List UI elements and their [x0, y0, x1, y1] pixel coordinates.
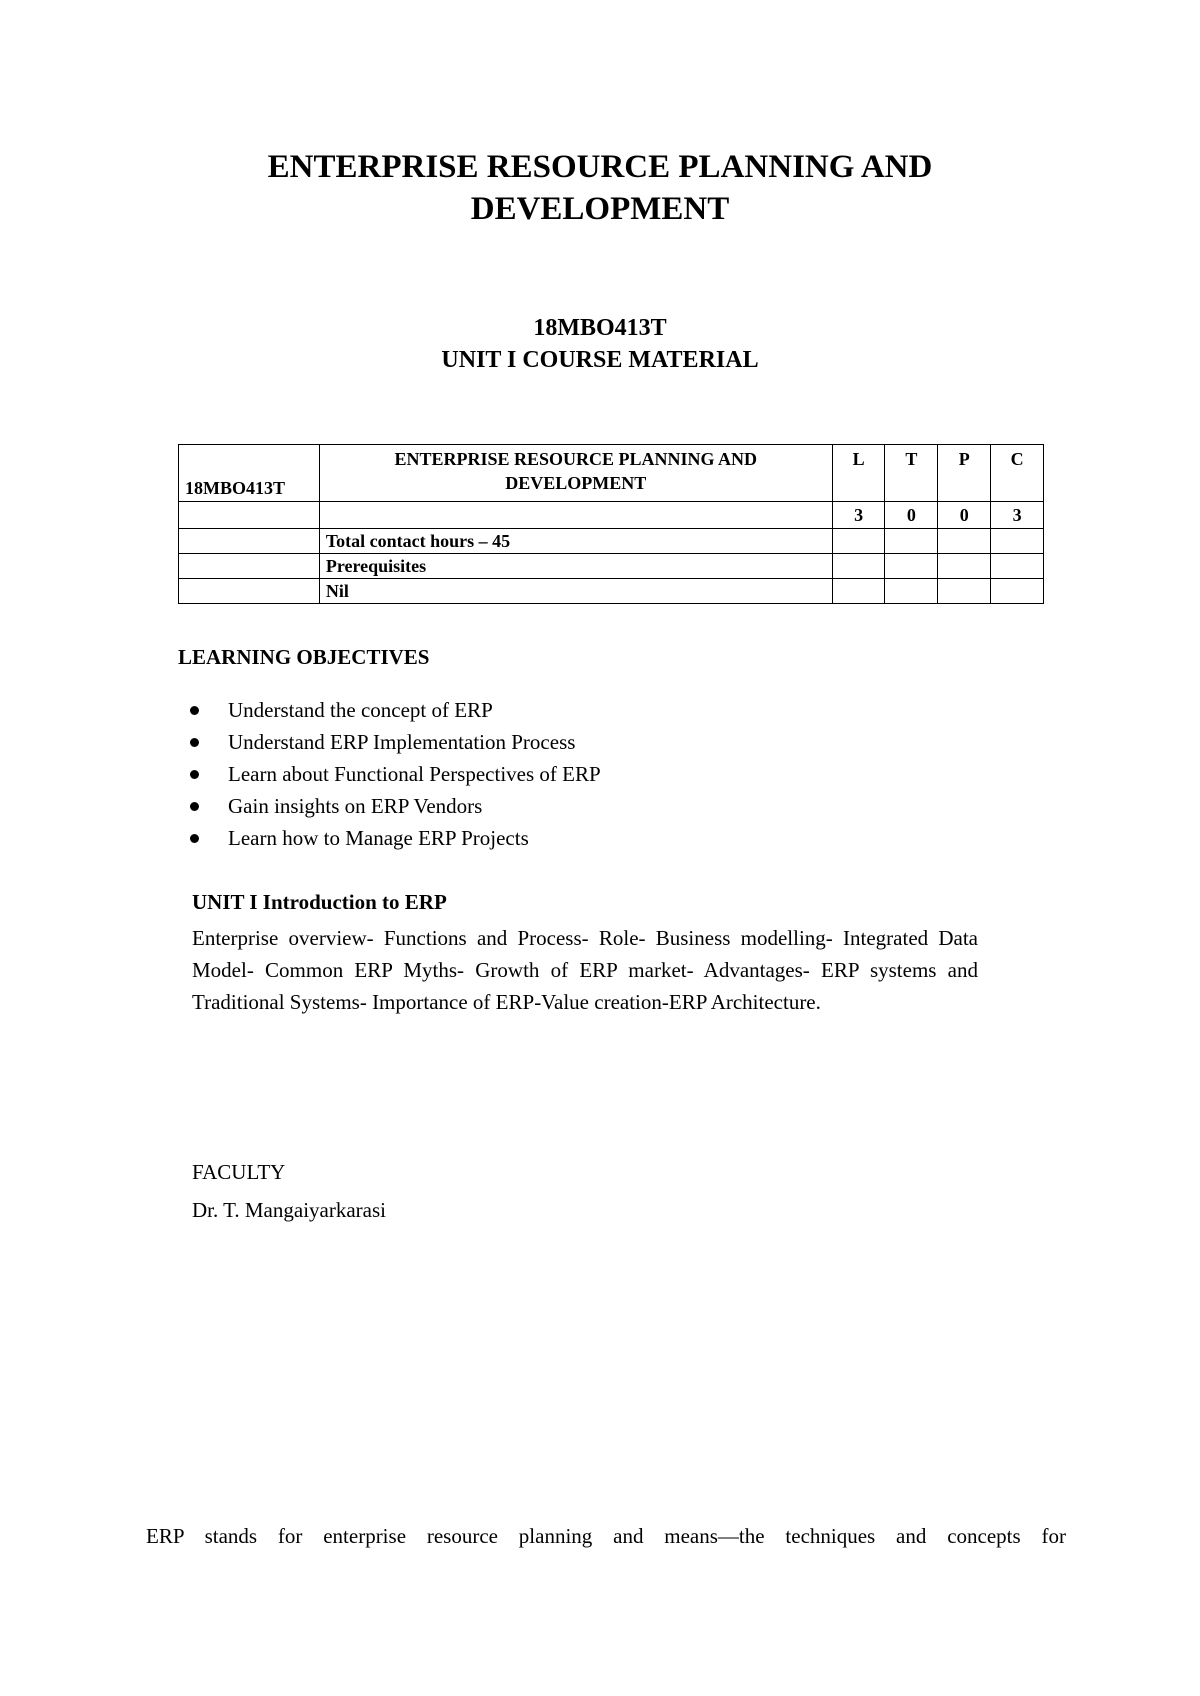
body-paragraph: ERP stands for enterprise resource planning and means—the techniques and concepts for: [146, 1524, 1066, 1548]
empty-cell: [885, 579, 938, 604]
faculty-name: Dr. T. Mangaiyarkarasi: [192, 1198, 386, 1222]
list-item-text: Understand ERP Implementation Process: [228, 730, 576, 754]
list-item-text: Understand the concept of ERP: [228, 698, 493, 722]
empty-cell: [991, 529, 1044, 554]
document-title-line2: DEVELOPMENT: [470, 191, 730, 227]
list-item-text: Gain insights on ERP Vendors: [228, 794, 483, 818]
value-p: 0: [938, 502, 991, 529]
unit-body: Enterprise overview- Functions and Process- Role- Business modelling- Integrated Data Model- Common ERP Myths- Growth of ERP market- Advantages- ERP systems and Traditional Systems- Importance of ERP-Value creation-ERP Architecture.: [192, 926, 978, 1014]
header-p: P: [938, 445, 991, 502]
value-t: 0: [885, 502, 938, 529]
faculty-label: FACULTY: [192, 1160, 286, 1184]
course-code: 18MBO413T: [533, 315, 667, 341]
table-row: [179, 554, 1044, 579]
table-row: [179, 445, 1044, 502]
learning-objectives-heading: LEARNING OBJECTIVES: [178, 645, 430, 669]
bullet-icon: [190, 706, 199, 715]
header-t: T: [885, 445, 938, 502]
course-table-title-line1: ENTERPRISE RESOURCE PLANNING AND: [394, 449, 758, 469]
value-l: 3: [832, 502, 885, 529]
bullet-icon: [190, 834, 199, 843]
empty-cell: [319, 502, 832, 529]
empty-cell: [938, 579, 991, 604]
list-item: [190, 822, 601, 854]
empty-cell: [832, 554, 885, 579]
list-item-text: Learn about Functional Perspectives of ERP: [228, 762, 601, 786]
course-table-code: 18MBO413T: [179, 445, 320, 502]
empty-cell: [832, 579, 885, 604]
course-code-block: [0, 312, 1200, 376]
empty-cell: [938, 554, 991, 579]
empty-cell: [938, 529, 991, 554]
empty-cell: [991, 554, 1044, 579]
list-item: [190, 694, 601, 726]
list-item: [190, 726, 601, 758]
table-row: [179, 529, 1044, 554]
header-c: C: [991, 445, 1044, 502]
document-subtitle: UNIT I COURSE MATERIAL: [441, 347, 759, 373]
bullet-icon: [190, 738, 199, 747]
table-row: [179, 579, 1044, 604]
list-item-text: Learn how to Manage ERP Projects: [228, 826, 529, 850]
contact-hours: Total contact hours – 45: [319, 529, 832, 554]
prerequisites-value: Nil: [319, 579, 832, 604]
table-row: [179, 502, 1044, 529]
document-title-line1: ENTERPRISE RESOURCE PLANNING AND: [267, 149, 933, 185]
empty-cell: [832, 529, 885, 554]
header-l: L: [832, 445, 885, 502]
list-item: [190, 758, 601, 790]
course-table: [178, 444, 1044, 604]
value-c: 3: [991, 502, 1044, 529]
list-item: [190, 790, 601, 822]
empty-cell: [179, 554, 320, 579]
unit-heading: UNIT I Introduction to ERP: [192, 890, 447, 914]
course-table-title: [319, 445, 832, 502]
course-table-title-line2: DEVELOPMENT: [505, 473, 647, 493]
empty-cell: [885, 554, 938, 579]
empty-cell: [179, 529, 320, 554]
empty-cell: [885, 529, 938, 554]
empty-cell: [179, 579, 320, 604]
prerequisites-label: Prerequisites: [319, 554, 832, 579]
document-title: [0, 146, 1200, 230]
empty-cell: [179, 502, 320, 529]
bullet-icon: [190, 802, 199, 811]
bullet-icon: [190, 770, 199, 779]
empty-cell: [991, 579, 1044, 604]
objectives-list: [190, 694, 601, 854]
